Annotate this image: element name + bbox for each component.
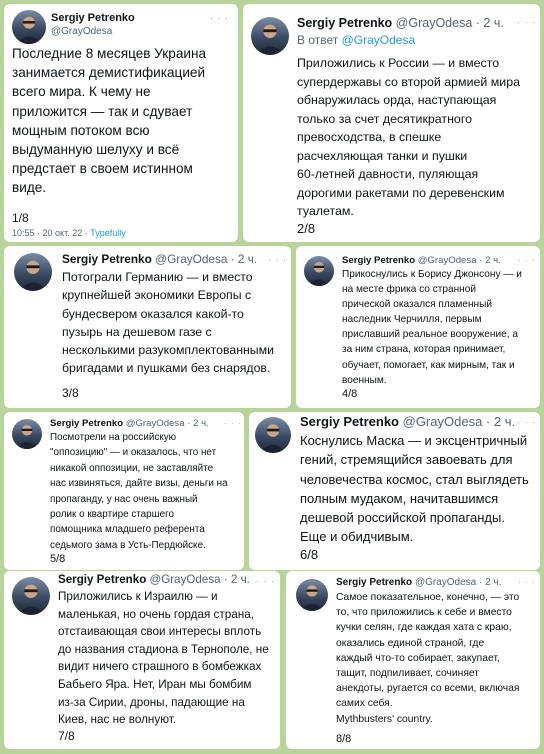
tweet-text: Коснулись Маска — и эксцентричный гений, стремящийся завоевать для человечества космос, стал выглядеть полным мудаком, начитавшимся дешевой российской пропаганды. Еще и обидчивым. (300, 433, 529, 545)
more-options-icon[interactable]: · · · (224, 419, 242, 428)
tweet-text: Прикоснулись к Борису Джонсону — и на месте фрика со странной прической оказался пламенный наследник Черчилля, первым приславший реальное вооружение, а за ним страна, которая принимает, обучает, помогает, как мирным, так и военным. (342, 269, 522, 386)
reply-mention-link[interactable]: @GrayOdesa (341, 33, 416, 47)
more-options-icon[interactable]: · · · (518, 256, 536, 265)
author-avatar[interactable] (296, 579, 328, 611)
author-name[interactable]: Sergiy Petrenko (300, 414, 399, 429)
tweet-card-8[interactable] (286, 571, 540, 749)
author-handle[interactable]: @GrayOdesa (51, 26, 113, 37)
thread-counter: 8/8 (336, 733, 352, 745)
reply-to (297, 33, 415, 47)
time-ago[interactable]: 2 ч. (237, 252, 258, 266)
tweet-header: Sergiy Petrenko @GrayOdesa · 2 ч. (62, 252, 258, 266)
tweet-header: Sergiy Petrenko @GrayOdesa · 2 ч. (58, 573, 250, 586)
author-handle[interactable]: @GrayOdesa (402, 414, 483, 429)
author-handle[interactable]: @GrayOdesa (149, 573, 221, 586)
tweet-card-6[interactable] (249, 412, 540, 570)
more-options-icon[interactable]: · · · (256, 576, 275, 586)
author-handle[interactable]: @GrayOdesa (155, 252, 228, 266)
time-ago[interactable]: 2 ч. (230, 573, 250, 586)
author-name[interactable]: Sergiy Petrenko (51, 12, 135, 24)
tweet-text: Приложились к Израилю — и маленькая, но очень гордая страна, отстаивающая свои интересы вплоть до названия стадиона в Тернополе, не видит ничего страшного в бомбежках Бабьего Яра. Нет, Иран мы бомбим из-за Сирии, дроны, падающие на Киев, нас не волнуют. (58, 590, 269, 727)
thread-counter: 6/8 (300, 547, 319, 562)
author-name[interactable]: Sergiy Petrenko (297, 16, 393, 30)
tweet-text: Самое показательное, конечно, — это то, что приложились к себе и вместо кучки селян, где каждая хата с краю, оказались единой страной, где каждый что-то собирает, закупает, тащит, подпиливает, сочиняет анекдоты, ругается со всеми, включая самих себя. Mythbusters' country. (336, 592, 520, 725)
author-handle[interactable]: @GrayOdesa (125, 418, 185, 429)
author-name[interactable]: Sergiy Petrenko (58, 573, 147, 586)
thread-counter: 2/8 (297, 221, 316, 236)
more-options-icon[interactable]: · · · (518, 578, 536, 587)
author-avatar[interactable] (251, 17, 289, 55)
author-avatar[interactable] (12, 419, 42, 449)
thread-counter: 3/8 (62, 386, 79, 400)
tweet-card-3[interactable] (4, 246, 291, 408)
more-options-icon[interactable]: · · · (517, 417, 536, 427)
author-handle[interactable]: @GrayOdesa (417, 255, 477, 266)
author-name[interactable]: Sergiy Petrenko (336, 577, 413, 588)
time-ago[interactable]: 2 ч. (493, 414, 516, 429)
thread-counter: 5/8 (50, 553, 66, 565)
author-avatar[interactable] (12, 577, 50, 615)
tweet-text: Приложились к России — и вместо супердержавы со второй армией мира обнаружилась орда, наступающая только за счет десятикратного превосходства, в спешке расчехляющая танки и пушки 60-летней давности, пуляющая дорогими ракетами по деревенским туалетам. (297, 56, 520, 218)
author-name[interactable]: Sergiy Petrenko (342, 255, 416, 266)
more-options-icon[interactable]: · · · (268, 255, 287, 265)
thread-counter: 4/8 (342, 388, 358, 400)
tweet-header: Sergiy Petrenko @GrayOdesa · 2 ч. (342, 255, 501, 266)
tweet-card-7[interactable] (4, 571, 280, 749)
more-options-icon[interactable]: · · · (210, 13, 229, 23)
tweet-timestamp (12, 228, 126, 238)
time-ago[interactable]: 2 ч. (193, 418, 209, 429)
source-app-link[interactable]: Typefully (90, 228, 126, 238)
tweet-header: Sergiy Petrenko @GrayOdesa · 2 ч. (336, 577, 502, 588)
author-avatar[interactable] (14, 253, 52, 291)
tweet-text: Последние 8 месяцев Украина занимается демистификацией всего мира. К чему не приложится — так и сдувает мощным потоком всю выдуманную шелуху и всё предстает в своем истинном виде. (12, 46, 207, 196)
tweet-header (51, 12, 135, 25)
tweet-card-4[interactable] (296, 246, 540, 408)
author-avatar[interactable] (255, 417, 291, 453)
tweet-header: Sergiy Petrenko @GrayOdesa · 2 ч. (50, 418, 209, 429)
author-name[interactable]: Sergiy Petrenko (62, 252, 152, 266)
author-handle[interactable]: @GrayOdesa (395, 16, 473, 30)
time-ago[interactable]: 2 ч. (485, 577, 502, 588)
tweet-text: Посмотрели на российскую "оппозицию" — и оказалось, что нет никакой оппозиции, не заставляйте нас извиняться, дайте визы, деньги на пропаганду, у нас очень важный ролик о квартире старшего помощника младшего референта седьмого зама в Усть-Пердюйске. (50, 432, 228, 551)
author-name[interactable]: Sergiy Petrenko (50, 418, 124, 429)
tweet-header: Sergiy Petrenko @GrayOdesa · 2 ч. (300, 414, 516, 429)
thread-counter: 7/8 (58, 729, 75, 743)
timestamp-text[interactable]: 10:55 · 20 окт. 22 · (12, 228, 88, 238)
tweet-card-1[interactable] (4, 4, 238, 242)
tweet-header: Sergiy Petrenko @GrayOdesa · 2 ч. (297, 16, 504, 30)
time-ago[interactable]: 2 ч. (483, 16, 504, 30)
author-avatar[interactable] (12, 10, 46, 44)
thread-counter: 1/8 (12, 211, 29, 225)
tweet-text: Потограли Германию — и вместо крупнейшей экономики Европы с бундесвером оказался какой-то пузырь на дешевом газе с несколькими разукомплектованными бригадами и пушками без снарядов. (62, 270, 274, 376)
author-avatar[interactable] (304, 256, 334, 286)
author-handle[interactable]: @GrayOdesa (414, 577, 477, 588)
tweet-card-2[interactable] (243, 4, 540, 242)
reply-prefix: В ответ (297, 33, 339, 47)
more-options-icon[interactable]: · · · (517, 17, 536, 27)
tweet-card-5[interactable] (4, 412, 244, 570)
time-ago[interactable]: 2 ч. (485, 255, 501, 266)
